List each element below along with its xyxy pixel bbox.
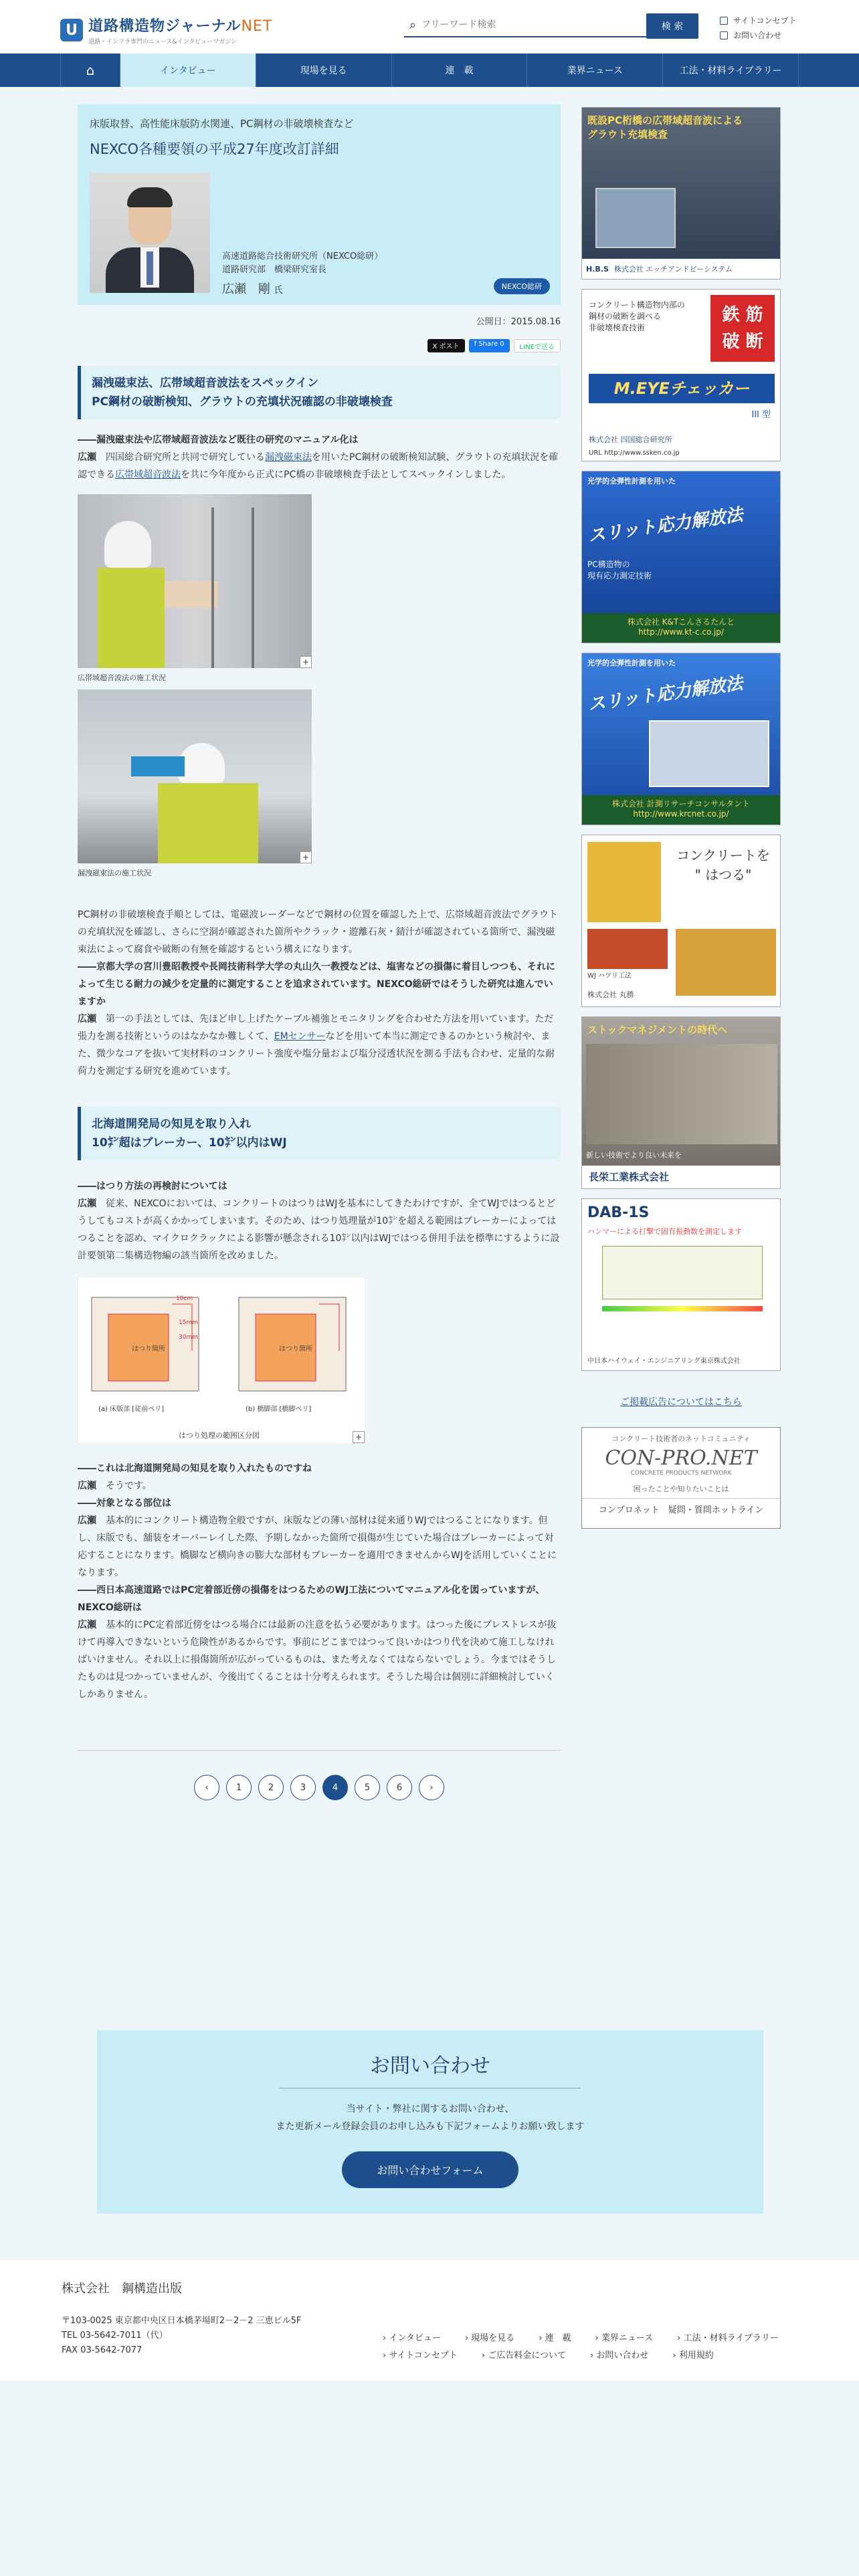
contact-text: 当サイト・弊社に関するお問い合わせ、 また更新メール登録会員のお申し込みも下記フォームよりお願い致します xyxy=(276,2104,585,2132)
diagram-label-dim: 30mm xyxy=(179,1334,198,1341)
diagram-label-zone: はつり箇所 xyxy=(132,1346,165,1353)
question-3: ――はつり方法の再検討については xyxy=(78,1181,227,1192)
banner-meye-checker[interactable]: コンクリート構造物内部の 鋼材の破断を調べる 非破壊検査技術 鉄 筋 破 断 M.EYEチェッカー III 型 株式会社 四国総合研究所 URL http://www.ssken.co.jp xyxy=(581,289,781,461)
contact-section xyxy=(97,2030,763,2214)
link-ultrasonic[interactable]: 広帯域超音波法 xyxy=(115,469,181,480)
question-1: ――漏洩磁束法や広帯域超音波法など既往の研究のマニュアル化は xyxy=(78,435,359,445)
contact-form-button[interactable]: お問い合わせフォーム xyxy=(342,2151,518,2188)
footer-link-series[interactable]: › 連 載 xyxy=(539,2333,571,2343)
publish-date: 公開日：2015.08.16 xyxy=(476,317,561,327)
share-buttons xyxy=(78,339,561,352)
interviewee-name: 広瀬 剛 氏 xyxy=(222,282,283,296)
banner-kt-consultant[interactable]: 光学的全弾性計測を用いた スリット応力解放法 PC構造物の 現有応力測定技術 株式会社 K&Tこんさるたんと http://www.kt-c.co.jp/ xyxy=(581,471,781,643)
link-leakage-flux[interactable]: 漏洩磁束法 xyxy=(265,452,312,463)
site-logo[interactable] xyxy=(60,15,272,45)
figure-chipping-zones[interactable] xyxy=(78,1277,561,1444)
question-5: ――対象となる部位は xyxy=(78,1498,171,1509)
footer-link-concept[interactable]: › サイトコンセプト xyxy=(383,2351,458,2361)
page-1[interactable]: 1 xyxy=(226,1775,252,1800)
article-category: 床版取替、高性能床版防水関連、PC鋼材の非破壊検査など xyxy=(90,118,354,130)
footer-link-news[interactable]: › 業界ニュース xyxy=(595,2333,654,2343)
pagination xyxy=(78,1750,561,1800)
share-facebook-button[interactable]: f Share 0 xyxy=(469,339,510,352)
question-2: ――京都大学の宮川豊昭教授や長岡技術科学大学の丸山久一教授などは、塩害などの損傷に着目しつつも、それによって生じる耐力の減少を定量的に測定することを追求されています。NEXCO総研ではそうした研究は進んでいますか xyxy=(78,962,555,1007)
footer-address: 〒103-0025 東京都中央区日本橋茅場町2－2－2 三恵ビル5F TEL 03-5642-7011（代） FAX 03-5642-7077 xyxy=(62,2316,302,2355)
mail-icon xyxy=(720,31,728,39)
org-badge[interactable]: NEXCO総研 xyxy=(494,278,550,294)
photo-ultrasonic-work xyxy=(78,494,312,668)
diagram-label-dim: 15mm xyxy=(179,1319,198,1326)
diagram-label-dim: 10cm xyxy=(176,1295,193,1302)
footer-link-contact[interactable]: › お問い合わせ xyxy=(590,2351,649,2361)
main-nav xyxy=(0,53,859,87)
link-em-sensor[interactable]: EMセンサー xyxy=(274,1031,326,1042)
site-title-suffix: NET xyxy=(241,18,273,35)
figure-leakage-flux[interactable] xyxy=(78,689,561,878)
search-button[interactable]: 検 索 xyxy=(646,13,698,39)
diagram-label-b: (b) 橋脚部 [橋脚ペリ] xyxy=(246,1406,312,1413)
banner-choei[interactable]: ストックマネジメントの時代へ 新しい技術でより良い未来を 長栄工業株式会社 xyxy=(581,1016,781,1189)
footer-links xyxy=(383,2330,811,2365)
interviewee-affiliation: 高速道路総合技術研究所（NEXCO総研） 道路研究部 橋梁研究室長 xyxy=(222,251,383,275)
search-input[interactable] xyxy=(421,15,622,35)
question-4: ――これは北海道開発局の知見を取り入れたものですね xyxy=(78,1463,312,1474)
document-icon xyxy=(720,17,728,25)
article-title-box xyxy=(78,104,561,305)
site-subtitle: 道路・インフラ専門のニュース&インタビューマガジン xyxy=(88,39,237,45)
footer-link-terms[interactable]: › 利用規約 xyxy=(672,2351,714,2361)
share-line-button[interactable]: LINEで送る xyxy=(514,339,561,352)
page-5[interactable]: 5 xyxy=(355,1775,380,1800)
figure-caption: 広帯域超音波法の施工状況 xyxy=(78,673,166,682)
qa-block-4: ――これは北海道開発局の知見を取り入れたものですね 広瀬 そうです。 ――対象となる部位は 広瀬 基本的にコンクリート構造物全般ですが、床版などの薄い部材は従来通りWJではつることになります。但し、床版でも、舗装をオーバーレイした際、予期しなかった箇所で損傷が生じていた場合はブレーカーによって対応することになります。橋脚など横向きの膨大な部材もブレーカーを適用できませんからWJを活用していくことになります。 ――西日本高速道路ではPC定着部近傍の損傷をはつるためのWJ工法についてマニュアル化を図っていますが、NEXCO総研は 広瀬 基本的にPC定着部近傍をはつる場合には最新の注意を払う必要があります。はつった後にプレストレスが抜けて再導入できないという危険性があるからです。事前にどこまではつって良いかはつり代を決めて施工しなければいけません。それ以上に損傷箇所が広がっているものは、また考えなくてはならないでしょう。今まではそうしたものは見つかっていませんが、今後出てくることは十分考えられます。そうした場合は個別に詳細検討していくしかありません。 xyxy=(78,1463,557,1700)
banner-hbs[interactable]: 既設PC桁橋の広帯域超音波による グラウト充填検査 H.B.S 株式会社 エッチアンドビーシステム xyxy=(581,107,781,280)
banner-hatsuru[interactable]: コンクリートを " はつる" 株式会社 丸勝 WJ ハツリ工法 xyxy=(581,835,781,1007)
ad-info-link[interactable]: ご掲載広告についてはこちら xyxy=(620,1397,742,1408)
top-link-concept[interactable]: サイトコンセプト xyxy=(720,13,797,28)
footer-link-interview[interactable]: › インタビュー xyxy=(383,2333,441,2343)
nav-industry-news[interactable]: 業界ニュース xyxy=(527,53,663,87)
article-headline: NEXCO各種要領の平成27年度改訂詳細 xyxy=(90,141,339,157)
next-page-button[interactable]: › xyxy=(419,1775,444,1800)
nav-series[interactable]: 連 載 xyxy=(392,53,528,87)
share-x-button[interactable]: X ポスト xyxy=(427,339,465,352)
nav-library[interactable]: 工法・材料ライブラリー xyxy=(663,53,799,87)
page-2[interactable]: 2 xyxy=(258,1775,284,1800)
footer-link-library[interactable]: › 工法・材料ライブラリー xyxy=(677,2333,779,2343)
page-6[interactable]: 6 xyxy=(387,1775,412,1800)
zoom-icon: + xyxy=(353,1431,365,1443)
section-heading-1: 漏洩磁束法、広帯域超音波法をスペックイン PC鋼材の破断検知、グラウトの充填状況確認の非破壊検査 xyxy=(78,366,561,419)
qa-block-2: ――京都大学の宮川豊昭教授や長岡技術科学大学の丸山久一教授などは、塩害などの損傷に着目しつつも、それによって生じる耐力の減少を定量的に測定することを追求されています。NEXCO総研ではそうした研究は進んでいますか 広瀬 第一の手法としては、先ほど申し上げたケーブル補強とモニタリングを合わせた方法を用いています。ただ張力を測る技術というのはなかなか難しくて、EMセンサーなどを用いて本当に測定できるのかという検討や、また、微少なコアを抜いて実材料のコンクリート強度や塩分量および塩分浸透状況を測る手法も合わせ、定量的な耐荷力を測定する研究を進めています。 xyxy=(78,962,555,1077)
interviewee-photo xyxy=(90,173,210,293)
banner-dab1s[interactable]: DAB-1S ハンマーによる打撃で固有振動数を測定します 中日本ハイウェイ・エンジニアリング東京株式会社 xyxy=(581,1198,781,1371)
logo-icon: U xyxy=(60,19,83,41)
site-header xyxy=(0,0,859,53)
site-title: 道路構造物ジャーナル xyxy=(88,18,242,35)
photo-leakage-flux-work xyxy=(78,689,312,863)
article-main xyxy=(78,104,561,1800)
nav-interview[interactable]: インタビュー xyxy=(120,53,256,87)
page-4-current[interactable]: 4 xyxy=(322,1775,348,1800)
diagram-label-a: (a) 床版部 [従前ペリ] xyxy=(98,1406,165,1413)
prev-page-button[interactable]: ‹ xyxy=(194,1775,219,1800)
page-3[interactable]: 3 xyxy=(290,1775,316,1800)
zoom-icon: + xyxy=(300,851,312,863)
site-footer xyxy=(0,2260,859,2381)
diagram-label-zone: はつり箇所 xyxy=(279,1346,312,1353)
sidebar xyxy=(581,107,781,1538)
banner-conpro[interactable]: コンクリート技術者のネットコミュニティ CON-PRO.NET CONCRETE PRODUCTS NETWORK 困ったことや知りたいことは コンプロネット 疑問・質問ホットライン xyxy=(581,1427,781,1529)
search-icon: ⌕ xyxy=(409,17,417,32)
figure-ultrasonic[interactable] xyxy=(78,494,561,683)
contact-title: お問い合わせ xyxy=(370,2054,490,2078)
nav-home-icon[interactable]: ⌂ xyxy=(60,53,120,87)
diagram-chipping-zones xyxy=(78,1277,365,1444)
paragraph-procedure: PC鋼材の非破壊検査手順としては、電磁波レーダーなどで鋼材の位置を確認した上で、広帯域超音波法でグラウトの充填状況を確認し、さらに空洞が確認された箇所やクラック・遊離石灰・錆汁が確認されている箇所で、漏洩磁束法によって腐食や破断の有無を確認するという構えになります。 xyxy=(78,909,558,955)
footer-company: 株式会社 鋼構造出版 xyxy=(62,2282,182,2296)
footer-link-site-visit[interactable]: › 現場を見る xyxy=(464,2333,515,2343)
top-link-contact[interactable]: お問い合わせ xyxy=(720,28,797,43)
search-box xyxy=(404,13,646,37)
figure-caption: 漏洩磁束法の施工状況 xyxy=(78,869,151,877)
nav-site-visit[interactable]: 現場を見る xyxy=(256,53,392,87)
zoom-icon: + xyxy=(300,656,312,668)
footer-link-ad-rates[interactable]: › ご広告料金について xyxy=(481,2351,567,2361)
question-6: ――西日本高速道路ではPC定着部近傍の損傷をはつるためのWJ工法についてマニュアル化を図っていますが、NEXCO総研は xyxy=(78,1585,545,1613)
qa-block-3: ――はつり方法の再検討については 広瀬 従来、NEXCOにおいては、コンクリートのはつりはWJを基本にしてきたわけですが、全てWJではつるとどうしてもコストが高くかかってしまいます。そのため、はつり処理量が10㌢を超える範囲はブレーカーによってはつることを認め、マイクロクラックによる影響が懸念される10㌢以内はWJではつる併用手法を標準にするように設計要領第二集構造物編の該当箇所を改めました。 xyxy=(78,1181,560,1261)
qa-block-1: ――漏洩磁束法や広帯域超音波法など既往の研究のマニュアル化は 広瀬 四国総合研究所と共同で研究している漏洩磁束法を用いたPC鋼材の破断検知試験、グラウトの充填状況を確認できる広帯域超音波法を共に今年度から正式にPC橋の非破壊検査手法としてスペックインしました。 xyxy=(78,435,559,480)
section-heading-2: 北海道開発局の知見を取り入れ 10㌢超はブレーカー、10㌢以内はWJ xyxy=(78,1107,561,1160)
banner-keisoku-research[interactable]: 光学的全弾性計測を用いた スリット応力解放法 株式会社 計測リサーチコンサルタント http://www.krcnet.co.jp/ xyxy=(581,653,781,825)
figure-caption: はつり処理の範囲区分図 xyxy=(179,1431,260,1440)
top-links xyxy=(720,13,797,43)
